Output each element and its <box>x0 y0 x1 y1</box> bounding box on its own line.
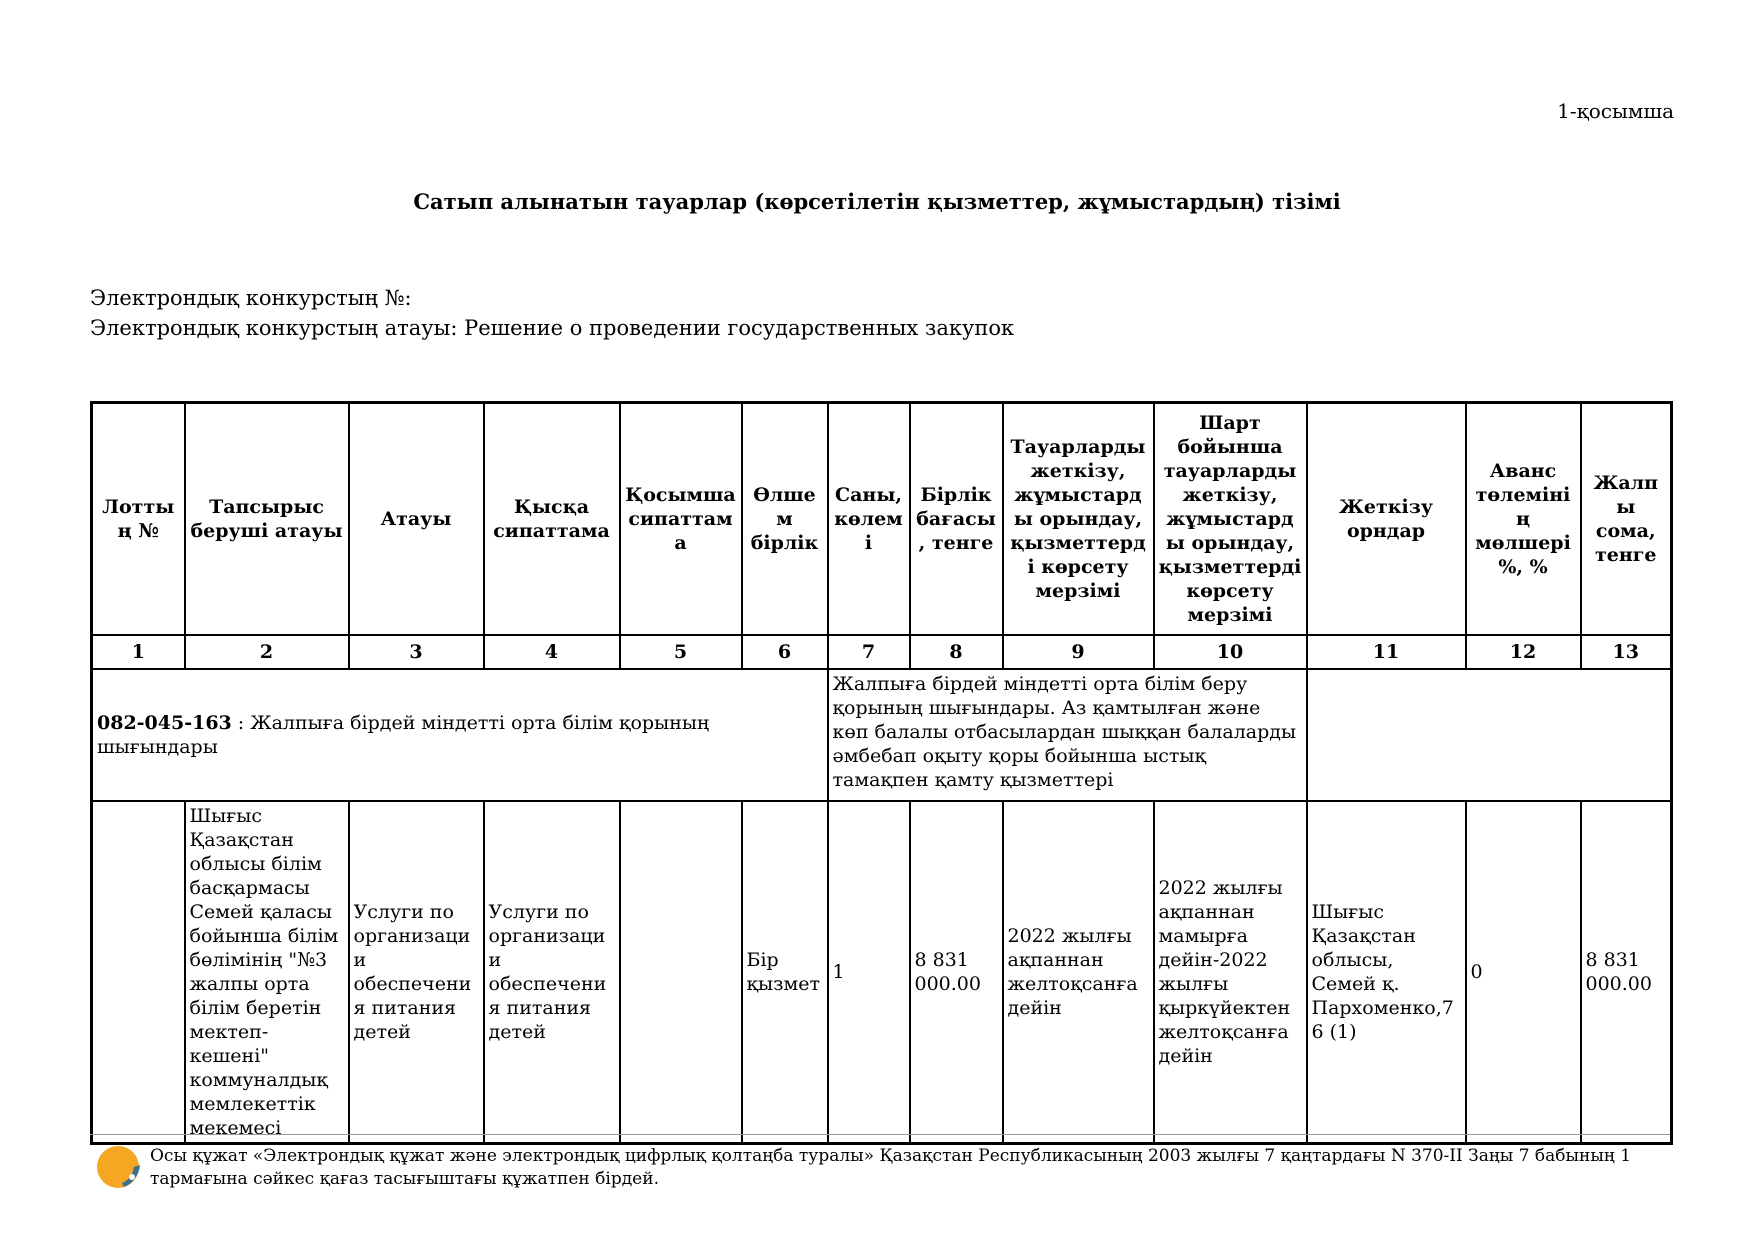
cell-contract-term: 2022 жылғы ақпаннан мамырға дейін-2022 жылғы қыркүйектен желтоқсанға дейін <box>1154 801 1307 1144</box>
egov-logo-icon <box>94 1143 142 1191</box>
header-total: Жалпы сома, тенге <box>1581 403 1672 636</box>
logo-sun <box>97 1146 139 1188</box>
kbk-name: : Жалпыға бірдей міндетті орта білім қорының шығындары <box>97 712 710 758</box>
column-number: 7 <box>828 635 910 669</box>
kbk-description: Жалпыға бірдей міндетті орта білім беру қорының шығындары. Аз қамтылған және көп балалы отбасылардан шыққан балаларды әмбебап оқыту қоры бойынша ыстық тамақпен қамту қызметтері <box>828 669 1307 801</box>
kbk-code: 082-045-163 <box>97 712 232 734</box>
column-number: 13 <box>1581 635 1672 669</box>
column-number: 11 <box>1307 635 1466 669</box>
kbk-cell <box>92 669 828 801</box>
header-name: Атауы <box>349 403 484 636</box>
cell-short-desc: Услуги по организации обеспечения питания детей <box>484 801 620 1144</box>
cell-customer: Шығыс Қазақстан облысы білім басқармасы Семей қаласы бойынша білім бөлімінің "№3 жалпы орта білім беретін мектеп-кешені" коммуналдық мемлекеттік мекемесі <box>185 801 349 1144</box>
contest-name: Электрондық конкурстың атауы: Решение о проведении государственных закупок <box>90 316 1015 340</box>
table-number-row <box>92 635 1672 669</box>
contest-meta <box>90 283 1014 343</box>
column-number: 2 <box>185 635 349 669</box>
cell-qty: 1 <box>828 801 910 1144</box>
contest-number: Электрондық конкурстың №: <box>90 286 412 310</box>
kbk-row <box>92 669 1672 801</box>
column-number: 4 <box>484 635 620 669</box>
footer-legal-text: Осы құжат «Электрондық құжат және электрондық цифрлық қолтаңба туралы» Қазақстан Республикасының 2003 жылғы 7 қаңтардағы N 370-II Заңы 7 бабының 1 тармағына сәйкес қағаз тасығыштағы құжатпен бірдей. <box>150 1146 1632 1189</box>
header-short-desc: Қысқа сипаттама <box>484 403 620 636</box>
header-advance: Аванс төлемінің мөлшері %, % <box>1466 403 1581 636</box>
column-number: 1 <box>92 635 185 669</box>
table-header-row <box>92 403 1672 636</box>
document-title: Сатып алынатын тауарлар (көрсетілетін қызметтер, жұмыстардың) тізімі <box>413 189 1341 214</box>
kbk-empty-cell <box>1307 669 1672 801</box>
header-contract-term: Шарт бойынша тауарларды жеткізу, жұмыстарды орындау, қызметтерді көрсету мерзімі <box>1154 403 1307 636</box>
column-number: 10 <box>1154 635 1307 669</box>
column-number: 6 <box>742 635 828 669</box>
cell-extra-desc <box>620 801 742 1144</box>
column-number: 9 <box>1003 635 1154 669</box>
header-lot-no: Лоттың № <box>92 403 185 636</box>
header-customer: Тапсырыс беруші атауы <box>185 403 349 636</box>
table-row <box>92 801 1672 1144</box>
cell-term: 2022 жылғы ақпаннан желтоқсанға дейін <box>1003 801 1154 1144</box>
cell-name: Услуги по организации обеспечения питания детей <box>349 801 484 1144</box>
footer <box>90 1134 1670 1191</box>
column-number: 8 <box>910 635 1003 669</box>
column-number: 12 <box>1466 635 1581 669</box>
header-extra-desc: Қосымша сипаттама <box>620 403 742 636</box>
header-unit: Өлшем бірлік <box>742 403 828 636</box>
cell-place: Шығыс Қазақстан облысы, Семей қ. Пархоменко,76 (1) <box>1307 801 1466 1144</box>
header-term: Тауарларды жеткізу, жұмыстарды орындау, қызметтерді көрсету мерзімі <box>1003 403 1154 636</box>
header-qty: Саны, көлемі <box>828 403 910 636</box>
column-number: 5 <box>620 635 742 669</box>
header-unit-price: Бірлік бағасы, тенге <box>910 403 1003 636</box>
column-number: 3 <box>349 635 484 669</box>
header-place: Жеткізу орндар <box>1307 403 1466 636</box>
cell-total: 8 831 000.00 <box>1581 801 1672 1144</box>
cell-lot-no <box>92 801 185 1144</box>
cell-unit-price: 8 831 000.00 <box>910 801 1003 1144</box>
cell-unit: Бір қызмет <box>742 801 828 1144</box>
appendix-label: 1-қосымша <box>1557 99 1674 123</box>
cell-advance: 0 <box>1466 801 1581 1144</box>
lots-table <box>90 401 1673 1145</box>
